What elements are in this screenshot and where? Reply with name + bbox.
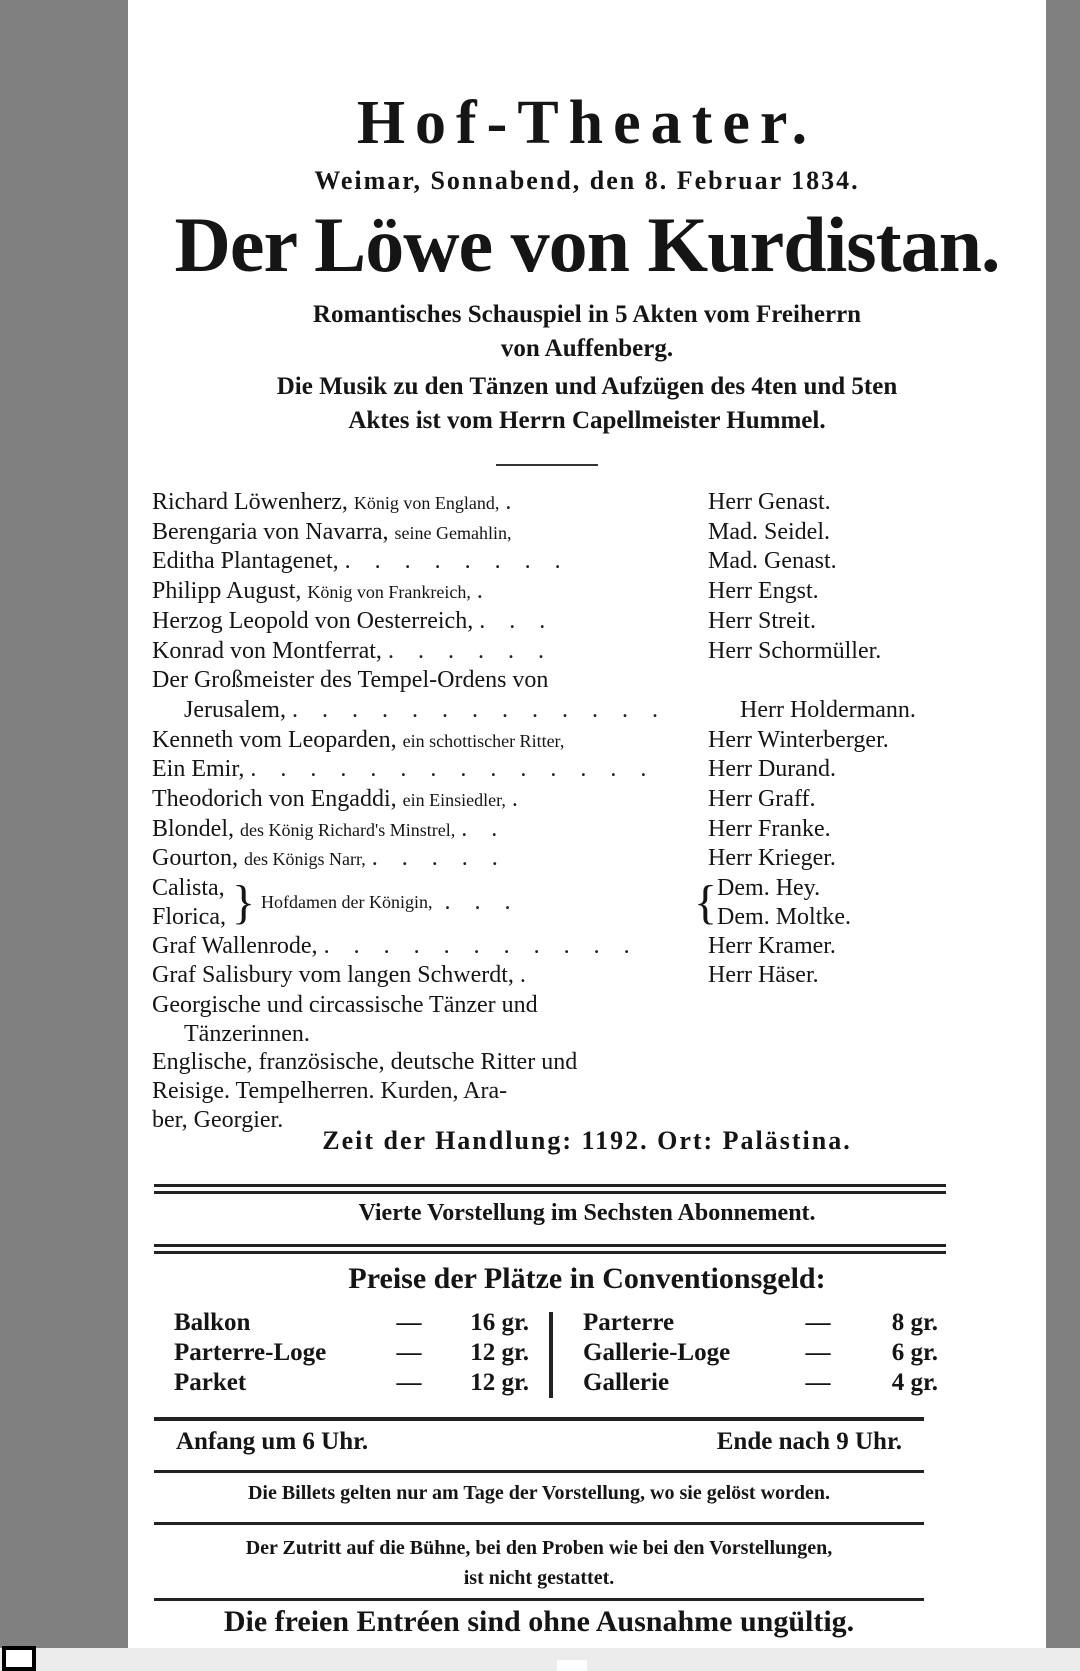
rule — [154, 1417, 924, 1421]
cast-row — [152, 726, 1032, 756]
cast-row — [152, 518, 1032, 548]
role: Gourton, des Königs Narr, . . . . . — [152, 845, 507, 872]
end-time: Ende nach 9 Uhr. — [716, 1428, 902, 1455]
double-rule — [154, 1244, 946, 1254]
music-line: Die Musik zu den Tänzen und Aufzügen des 4ten und 5ten — [276, 373, 898, 400]
price-row: Balkon — 16 gr. — [174, 1309, 529, 1336]
role: Calista, Florica, } Hofdamen der Königin, . . . — [152, 875, 520, 930]
divider — [496, 464, 598, 466]
role: Ein Emir, . . . . . . . . . . . . . . — [152, 756, 656, 783]
tickets-note: Die Billets gelten nur am Tage der Vorstellung, wo sie gelöst worden. — [247, 1482, 831, 1504]
extras-line: Reisige. Tempelherren. Kurden, Ara- — [152, 1078, 508, 1105]
cast-row — [152, 932, 1032, 962]
extras-line: Georgische und circassische Tänzer und — [152, 991, 538, 1018]
cast-row — [152, 637, 1032, 667]
rule — [154, 1598, 924, 1601]
actor: Mad. Genast. — [708, 548, 837, 575]
cast-row — [152, 844, 1032, 874]
role: Blondel, des König Richard's Minstrel, . . — [152, 815, 507, 842]
cast-row-ladies — [152, 874, 1032, 931]
extras-line: ber, Georgier. — [152, 1106, 284, 1133]
price-table — [174, 1308, 938, 1398]
cast-list — [152, 488, 1032, 1134]
free-entry-note: Die freien Entréen sind ohne Ausnahme ungültig. — [223, 1605, 855, 1638]
stage-line: Der Zutritt auf die Bühne, bei den Proben wie bei den Vorstellungen, — [245, 1537, 833, 1559]
cast-row — [152, 607, 1032, 637]
role: Graf Wallenrode, . . . . . . . . . . . — [152, 932, 639, 959]
rule — [154, 1470, 924, 1473]
music-line: Aktes ist vom Herrn Capellmeister Hummel. — [348, 407, 826, 434]
subtitle-line: Romantisches Schauspiel in 5 Akten vom Freiherrn — [312, 301, 862, 328]
double-rule — [154, 1184, 946, 1194]
actor: Herr Graff. — [708, 786, 816, 813]
music-note — [128, 370, 1046, 438]
role: Editha Plantagenet, . . . . . . . . — [152, 548, 570, 575]
theater-name: Hof-Theater. — [356, 89, 818, 157]
actor: Herr Streit. — [708, 607, 816, 634]
actor: Herr Kramer. — [708, 932, 836, 959]
date-line: Weimar, Sonnabend, den 8. Februar 1834. — [314, 166, 860, 195]
actor: Mad. Seidel. — [708, 518, 830, 545]
start-time: Anfang um 6 Uhr. — [176, 1428, 369, 1455]
actor — [692, 666, 708, 696]
page-thumbnail[interactable] — [557, 1660, 587, 1671]
price-separator — [549, 1312, 553, 1398]
actor: Herr Schormüller. — [708, 637, 882, 664]
cast-row — [152, 547, 1032, 577]
playbill-page — [128, 0, 1046, 1648]
price-row: Gallerie-Loge — 6 gr. — [583, 1339, 938, 1366]
role: Kenneth vom Leoparden, ein schottischer Ritter, — [152, 726, 565, 753]
cast-row — [152, 785, 1032, 815]
stage-line: ist nicht gestattet. — [463, 1567, 615, 1589]
time-place: Zeit der Handlung: 1192. Ort: Palästina. — [322, 1126, 852, 1155]
price-row: Parket — 12 gr. — [174, 1369, 529, 1396]
extras-line: Englische, französische, deutsche Ritter und — [152, 1049, 578, 1076]
price-row: Gallerie — 4 gr. — [583, 1369, 938, 1396]
cast-row — [152, 815, 1032, 845]
role: Richard Löwenherz, König von England, . — [152, 489, 521, 515]
actor: Herr Durand. — [708, 756, 836, 783]
thumbnail-bar — [0, 1648, 1080, 1671]
actor: Herr Franke. — [708, 815, 831, 842]
price-row: Parterre-Loge — 12 gr. — [174, 1339, 529, 1366]
actor: Herr Winterberger. — [708, 726, 889, 753]
subtitle-line: von Auffenberg. — [500, 335, 674, 362]
actor: Herr Genast. — [708, 489, 831, 515]
role: Theodorich von Engaddi, ein Einsiedler, . — [152, 786, 527, 813]
role: Berengaria von Navarra, seine Gemahlin, — [152, 518, 512, 545]
role: Herzog Leopold von Oesterreich, . . . — [152, 607, 555, 634]
price-row: Parterre — 8 gr. — [583, 1309, 938, 1336]
role: Philipp August, König von Frankreich, . — [152, 578, 492, 605]
performance-note: Vierte Vorstellung im Sechsten Abonnement. — [358, 1200, 816, 1226]
actor: Herr Engst. — [708, 578, 819, 605]
page-thumbnail-selected[interactable] — [2, 1646, 36, 1671]
cast-row — [152, 488, 1032, 518]
role: Jerusalem, . . . . . . . . . . . . . — [184, 696, 667, 723]
rule — [154, 1522, 924, 1525]
actor: { Dem. Hey. Dem. Moltke. — [694, 875, 852, 930]
cast-row — [152, 666, 1032, 696]
actor: Herr Häser. — [708, 962, 819, 989]
cast-row — [152, 577, 1032, 607]
subtitle — [128, 298, 1046, 366]
cast-row — [152, 755, 1032, 785]
extras-line: Tänzerinnen. — [184, 1020, 310, 1047]
role: Konrad von Montferrat, . . . . . . — [152, 637, 553, 664]
stage-note — [154, 1533, 924, 1593]
prices-title: Preise der Plätze in Conventionsgeld: — [348, 1262, 826, 1295]
play-title: Der Löwe von Kurdistan. — [174, 201, 1000, 288]
cast-row — [152, 696, 1032, 726]
role: Graf Salisbury vom langen Schwerdt, . — [152, 962, 535, 989]
role: Der Großmeister des Tempel-Ordens von — [152, 667, 549, 694]
actor: Herr Krieger. — [708, 845, 836, 872]
times — [154, 1428, 924, 1456]
cast-row — [152, 961, 1032, 991]
actor: Herr Holdermann. — [740, 696, 916, 723]
